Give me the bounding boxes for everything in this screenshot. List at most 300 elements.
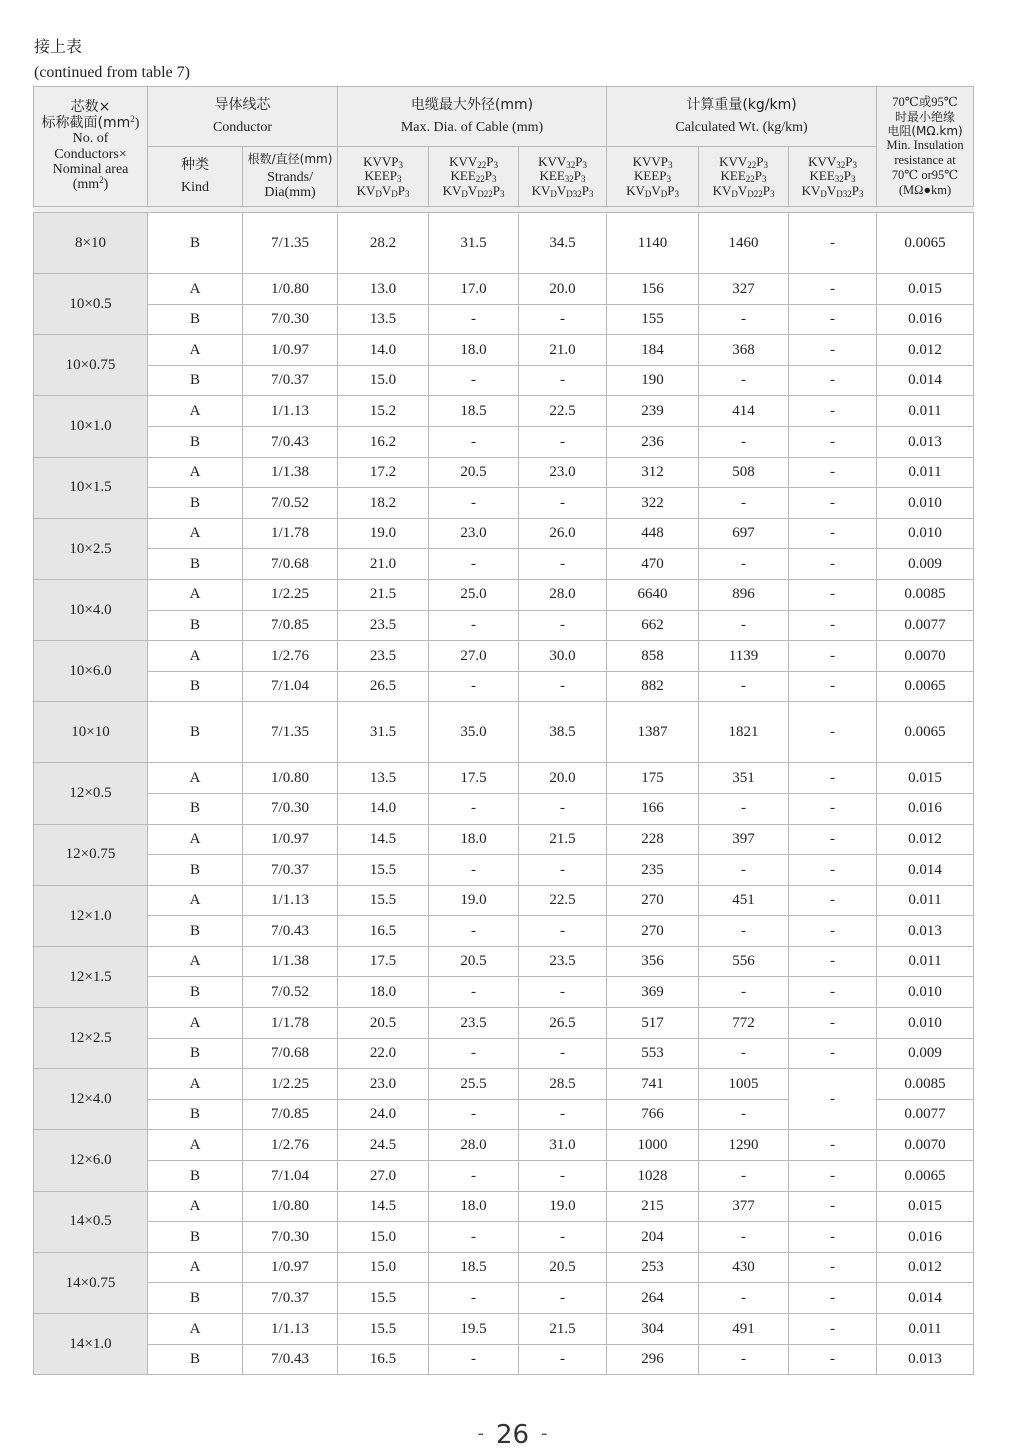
cell-dia-kvvp: 27.0 [338,1161,429,1192]
table-row [34,396,974,427]
cell-kind: A [148,763,243,794]
cell-wt-kvvp: 156 [607,274,699,305]
cell-dia-kvv22: 18.5 [429,396,519,427]
cell-wt-kvv32: - [789,1130,877,1161]
cell-dia-kvvp: 16.2 [338,426,429,457]
table-row [34,977,974,1008]
cell-insulation: 0.015 [877,763,974,794]
cell-wt-kvvp: 1140 [607,213,699,274]
cell-kind: A [148,1252,243,1283]
header-strands: 根数/直径(mm) Strands/ Dia(mm) [243,147,338,207]
cell-dia-kvvp: 14.0 [338,335,429,366]
cell-dia-kvv32: - [519,488,607,519]
table-row [34,335,974,366]
header-wt-kvv22: $KVV_{22}P_3$ $KEE_{22}P_3$ $KV_DV_{D22}P_3$ [699,147,789,207]
cell-size: 12×1.5 [34,946,148,1007]
table-row [34,549,974,580]
cell-strands: 7/1.04 [243,1161,338,1192]
cell-insulation: 0.013 [877,1344,974,1375]
cell-size: 10×6.0 [34,641,148,702]
cell-wt-kvv32: - [789,1344,877,1375]
cell-wt-kvvp: 155 [607,304,699,335]
cell-dia-kvv32: 26.5 [519,1008,607,1039]
cell-strands: 1/1.78 [243,518,338,549]
cell-insulation: 0.011 [877,396,974,427]
cell-wt-kvv22: - [699,1161,789,1192]
cell-insulation: 0.014 [877,1283,974,1314]
cell-wt-kvvp: 264 [607,1283,699,1314]
cell-insulation: 0.016 [877,793,974,824]
cell-strands: 1/0.97 [243,1252,338,1283]
cell-dia-kvv22: 19.5 [429,1314,519,1345]
cell-insulation: 0.010 [877,518,974,549]
cell-dia-kvv22: 31.5 [429,213,519,274]
table-row [34,824,974,855]
cell-size: 12×0.75 [34,824,148,885]
cell-wt-kvvp: 175 [607,763,699,794]
cell-wt-kvvp: 662 [607,610,699,641]
cell-wt-kvv32: - [789,335,877,366]
cell-dia-kvv22: - [429,1038,519,1069]
cell-dia-kvv22: 20.5 [429,457,519,488]
cell-wt-kvvp: 228 [607,824,699,855]
cell-dia-kvvp: 14.0 [338,793,429,824]
cell-insulation: 0.0085 [877,1069,974,1100]
table-row [34,426,974,457]
cell-strands: 1/1.13 [243,885,338,916]
cell-insulation: 0.011 [877,946,974,977]
cell-wt-kvvp: 270 [607,885,699,916]
cell-insulation: 0.010 [877,1008,974,1039]
cell-wt-kvv22: 508 [699,457,789,488]
cell-size: 10×4.0 [34,579,148,640]
cell-wt-kvv32: - [789,1222,877,1253]
cell-kind: A [148,1191,243,1222]
cell-dia-kvv32: - [519,610,607,641]
cell-dia-kvvp: 15.0 [338,1222,429,1253]
cell-kind: B [148,855,243,886]
cell-wt-kvvp: 766 [607,1099,699,1130]
cell-insulation: 0.0085 [877,579,974,610]
cell-wt-kvvp: 1000 [607,1130,699,1161]
cell-wt-kvvp: 270 [607,916,699,947]
cell-dia-kvvp: 13.0 [338,274,429,305]
cell-insulation: 0.0077 [877,1099,974,1130]
table-row [34,579,974,610]
cell-wt-kvvp: 239 [607,396,699,427]
cell-wt-kvv22: 451 [699,885,789,916]
cell-wt-kvv32: - [789,671,877,702]
cell-dia-kvv32: - [519,1099,607,1130]
cell-wt-kvv32: - [789,1252,877,1283]
cell-dia-kvv32: - [519,1161,607,1192]
cell-wt-kvvp: 166 [607,793,699,824]
cell-strands: 1/2.76 [243,641,338,672]
cell-wt-kvvp: 190 [607,365,699,396]
cell-dia-kvvp: 16.5 [338,916,429,947]
header-insulation: 70℃或95℃ 时最小绝缘 电阻(MΩ.km) Min. Insulation resistance at 70℃ or95℃ (MΩ●km) [877,87,974,207]
cell-dia-kvv32: 34.5 [519,213,607,274]
cell-dia-kvv32: - [519,365,607,396]
cell-dia-kvv32: - [519,1344,607,1375]
cell-wt-kvvp: 1387 [607,702,699,763]
cell-kind: B [148,304,243,335]
cell-dia-kvv22: 18.0 [429,335,519,366]
cell-dia-kvvp: 15.5 [338,855,429,886]
cell-insulation: 0.015 [877,1191,974,1222]
cell-size: 12×6.0 [34,1130,148,1191]
cell-strands: 7/0.43 [243,916,338,947]
cell-wt-kvv32: - [789,426,877,457]
cell-dia-kvvp: 24.5 [338,1130,429,1161]
cell-dia-kvv32: 23.5 [519,946,607,977]
cell-strands: 1/2.25 [243,579,338,610]
cell-wt-kvv22: 377 [699,1191,789,1222]
table-row [34,457,974,488]
cell-dia-kvv22: 28.0 [429,1130,519,1161]
cell-dia-kvv32: - [519,426,607,457]
cell-kind: A [148,396,243,427]
cell-kind: A [148,641,243,672]
cell-wt-kvvp: 553 [607,1038,699,1069]
cell-dia-kvv22: 19.0 [429,885,519,916]
cell-dia-kvv32: 22.5 [519,885,607,916]
cell-dia-kvvp: 17.2 [338,457,429,488]
cell-dia-kvvp: 17.5 [338,946,429,977]
cell-dia-kvv32: 21.5 [519,1314,607,1345]
table-row [34,488,974,519]
cell-wt-kvv32: - [789,488,877,519]
cell-kind: A [148,274,243,305]
cell-wt-kvv32: - [789,824,877,855]
cell-kind: B [148,671,243,702]
cell-strands: 7/0.85 [243,1099,338,1130]
cell-strands: 1/0.80 [243,274,338,305]
cell-insulation: 0.0065 [877,702,974,763]
cell-wt-kvv32: - [789,1283,877,1314]
cell-dia-kvv32: - [519,855,607,886]
cell-insulation: 0.012 [877,824,974,855]
header-cores-area: 芯数× 标称截面$(mm^2)$ No. of Conductors× Nominal area $(mm^2)$ [34,87,148,207]
caption-en: (continued from table 7) [34,64,190,81]
cell-insulation: 0.014 [877,365,974,396]
cell-dia-kvv22: 17.5 [429,763,519,794]
cell-wt-kvv32: - [789,855,877,886]
cell-wt-kvv22: 697 [699,518,789,549]
cell-kind: B [148,365,243,396]
cell-kind: B [148,1161,243,1192]
cell-wt-kvv22: - [699,610,789,641]
table-row [34,610,974,641]
cell-dia-kvv22: - [429,793,519,824]
cell-strands: 7/0.68 [243,1038,338,1069]
table-row [34,702,974,763]
cell-wt-kvvp: 235 [607,855,699,886]
cell-dia-kvv32: 21.5 [519,824,607,855]
cell-strands: 7/0.37 [243,1283,338,1314]
cell-insulation: 0.011 [877,885,974,916]
cell-kind: B [148,426,243,457]
cell-wt-kvv22: 397 [699,824,789,855]
cell-wt-kvv22: - [699,426,789,457]
cell-strands: 7/0.43 [243,426,338,457]
cell-strands: 1/1.13 [243,1314,338,1345]
table-row [34,1314,974,1345]
table-row [34,518,974,549]
cell-kind: A [148,824,243,855]
cell-strands: 1/2.76 [243,1130,338,1161]
cell-kind: B [148,1344,243,1375]
table-row [34,885,974,916]
cell-strands: 7/0.37 [243,365,338,396]
cell-dia-kvv22: 18.0 [429,824,519,855]
cable-spec-table [33,86,974,1375]
cell-kind: A [148,1130,243,1161]
page-number: - 26 - [477,1420,548,1450]
cell-insulation: 0.0065 [877,213,974,274]
cell-size: 10×0.75 [34,335,148,396]
cell-dia-kvv22: 27.0 [429,641,519,672]
table-row [34,763,974,794]
cell-dia-kvvp: 15.5 [338,1314,429,1345]
table-body [34,213,974,1375]
cell-size: 8×10 [34,213,148,274]
table-row [34,274,974,305]
cell-wt-kvv22: - [699,549,789,580]
cell-kind: B [148,610,243,641]
cell-dia-kvv22: 25.5 [429,1069,519,1100]
cell-dia-kvvp: 15.5 [338,1283,429,1314]
cell-dia-kvv32: 28.5 [519,1069,607,1100]
cell-wt-kvvp: 215 [607,1191,699,1222]
cell-strands: 7/1.04 [243,671,338,702]
cell-dia-kvvp: 21.5 [338,579,429,610]
cell-insulation: 0.012 [877,1252,974,1283]
cell-dia-kvv32: - [519,549,607,580]
cell-strands: 7/0.37 [243,855,338,886]
cell-wt-kvv22: 414 [699,396,789,427]
cell-dia-kvv32: 19.0 [519,1191,607,1222]
cell-wt-kvv32: - [789,579,877,610]
cell-dia-kvv32: - [519,916,607,947]
cell-dia-kvv22: 25.0 [429,579,519,610]
cell-wt-kvvp: 1028 [607,1161,699,1192]
cell-wt-kvv22: - [699,304,789,335]
cell-wt-kvv32: - [789,213,877,274]
table-row [34,671,974,702]
cell-dia-kvvp: 16.5 [338,1344,429,1375]
cell-insulation: 0.009 [877,549,974,580]
cell-wt-kvvp: 184 [607,335,699,366]
cell-wt-kvv22: 1005 [699,1069,789,1100]
cell-dia-kvv32: 20.5 [519,1252,607,1283]
cell-kind: A [148,885,243,916]
cell-insulation: 0.010 [877,488,974,519]
cell-kind: B [148,213,243,274]
cell-wt-kvvp: 322 [607,488,699,519]
table-row [34,1283,974,1314]
cell-dia-kvv22: - [429,1344,519,1375]
cell-wt-kvvp: 253 [607,1252,699,1283]
cell-wt-kvv22: 327 [699,274,789,305]
table-row [34,1191,974,1222]
cell-wt-kvvp: 312 [607,457,699,488]
cell-wt-kvv32: - [789,1038,877,1069]
cell-size: 12×1.0 [34,885,148,946]
cell-dia-kvvp: 15.2 [338,396,429,427]
cell-kind: A [148,946,243,977]
cell-kind: A [148,1069,243,1100]
cell-kind: B [148,1222,243,1253]
table-row [34,1222,974,1253]
cell-wt-kvv22: 491 [699,1314,789,1345]
cell-wt-kvv22: - [699,855,789,886]
cell-dia-kvvp: 21.0 [338,549,429,580]
cell-wt-kvvp: 448 [607,518,699,549]
cell-dia-kvvp: 14.5 [338,824,429,855]
cell-size: 10×1.0 [34,396,148,457]
cell-dia-kvvp: 20.5 [338,1008,429,1039]
cell-dia-kvv22: - [429,671,519,702]
cell-dia-kvv22: - [429,1161,519,1192]
cell-dia-kvvp: 23.5 [338,610,429,641]
cell-wt-kvv22: 430 [699,1252,789,1283]
cell-size: 14×0.75 [34,1252,148,1313]
cell-kind: A [148,518,243,549]
cell-dia-kvvp: 18.2 [338,488,429,519]
cell-wt-kvv22: - [699,1099,789,1130]
cell-insulation: 0.0065 [877,671,974,702]
cell-dia-kvvp: 24.0 [338,1099,429,1130]
cell-insulation: 0.016 [877,304,974,335]
cell-dia-kvv22: 17.0 [429,274,519,305]
cell-strands: 1/1.38 [243,457,338,488]
cell-insulation: 0.0070 [877,641,974,672]
cell-dia-kvvp: 22.0 [338,1038,429,1069]
cell-dia-kvv22: - [429,426,519,457]
cell-wt-kvv22: - [699,916,789,947]
cell-insulation: 0.011 [877,1314,974,1345]
cell-strands: 1/1.13 [243,396,338,427]
table-row [34,1252,974,1283]
cell-dia-kvvp: 26.5 [338,671,429,702]
cell-insulation: 0.0070 [877,1130,974,1161]
cell-size: 14×0.5 [34,1191,148,1252]
cell-insulation: 0.013 [877,916,974,947]
cell-dia-kvvp: 19.0 [338,518,429,549]
cell-dia-kvv32: 31.0 [519,1130,607,1161]
cell-kind: B [148,977,243,1008]
cell-strands: 1/0.80 [243,1191,338,1222]
cell-strands: 7/0.43 [243,1344,338,1375]
cell-dia-kvv22: - [429,488,519,519]
cell-wt-kvv22: 556 [699,946,789,977]
header-conductor: 导体线芯 Conductor [148,87,338,147]
cell-wt-kvvp: 204 [607,1222,699,1253]
table-row [34,916,974,947]
cell-dia-kvv32: 30.0 [519,641,607,672]
cell-wt-kvvp: 304 [607,1314,699,1345]
cell-dia-kvv32: 20.0 [519,763,607,794]
cell-kind: B [148,793,243,824]
table-row [34,793,974,824]
cell-wt-kvv32: - [789,641,877,672]
cell-kind: B [148,488,243,519]
cell-wt-kvv32: - [789,549,877,580]
cell-kind: A [148,579,243,610]
cell-dia-kvv22: 23.5 [429,1008,519,1039]
cell-dia-kvvp: 15.0 [338,1252,429,1283]
cell-wt-kvv32: - [789,457,877,488]
cell-wt-kvvp: 296 [607,1344,699,1375]
table-row [34,304,974,335]
table-row [34,213,974,274]
cell-insulation: 0.013 [877,426,974,457]
table-row [34,1344,974,1375]
header-wt-kvvp: $KVVP_3$ $KEEP_3$ $KV_DV_DP_3$ [607,147,699,207]
cell-wt-kvvp: 517 [607,1008,699,1039]
cell-wt-kvv32: - [789,396,877,427]
cell-wt-kvvp: 356 [607,946,699,977]
header-wt-kvv32: $KVV_{32}P_3$ $KEE_{32}P_3$ $KV_DV_{D32}P_3$ [789,147,877,207]
cell-wt-kvvp: 858 [607,641,699,672]
cell-wt-kvv32: - [789,1069,877,1130]
cell-dia-kvv22: - [429,977,519,1008]
cell-wt-kvv32: - [789,977,877,1008]
cell-dia-kvv32: 28.0 [519,579,607,610]
cell-dia-kvv22: - [429,1283,519,1314]
cell-strands: 7/0.30 [243,304,338,335]
cell-strands: 7/0.85 [243,610,338,641]
table-row [34,365,974,396]
cell-wt-kvv32: - [789,946,877,977]
cell-insulation: 0.012 [877,335,974,366]
cell-strands: 7/1.35 [243,702,338,763]
cell-dia-kvv22: 23.0 [429,518,519,549]
cell-size: 12×0.5 [34,763,148,824]
cell-dia-kvvp: 14.5 [338,1191,429,1222]
cell-wt-kvvp: 369 [607,977,699,1008]
cell-strands: 7/0.52 [243,977,338,1008]
table-row [34,1069,974,1100]
cell-wt-kvvp: 6640 [607,579,699,610]
header-dia-kvv32: $KVV_{32}P_3$ $KEE_{32}P_3$ $KV_DV_{D32}P_3$ [519,147,607,207]
cell-strands: 7/0.30 [243,1222,338,1253]
cell-size: 12×4.0 [34,1069,148,1130]
table-row [34,1161,974,1192]
cell-wt-kvv32: - [789,274,877,305]
header-max-dia: 电缆最大外径(mm) Max. Dia. of Cable (mm) [338,87,607,147]
cell-wt-kvv22: 1139 [699,641,789,672]
table-row [34,946,974,977]
cell-strands: 1/0.80 [243,763,338,794]
cell-dia-kvv32: - [519,304,607,335]
cell-dia-kvv32: - [519,1283,607,1314]
cell-dia-kvv22: - [429,549,519,580]
cell-insulation: 0.011 [877,457,974,488]
cell-strands: 1/0.97 [243,824,338,855]
cell-size: 10×10 [34,702,148,763]
cell-insulation: 0.015 [877,274,974,305]
cell-size: 10×0.5 [34,274,148,335]
cell-kind: B [148,1283,243,1314]
cell-dia-kvv22: - [429,610,519,641]
cell-kind: A [148,457,243,488]
cell-insulation: 0.016 [877,1222,974,1253]
cell-wt-kvv22: 772 [699,1008,789,1039]
cell-wt-kvv32: - [789,885,877,916]
cell-wt-kvvp: 882 [607,671,699,702]
